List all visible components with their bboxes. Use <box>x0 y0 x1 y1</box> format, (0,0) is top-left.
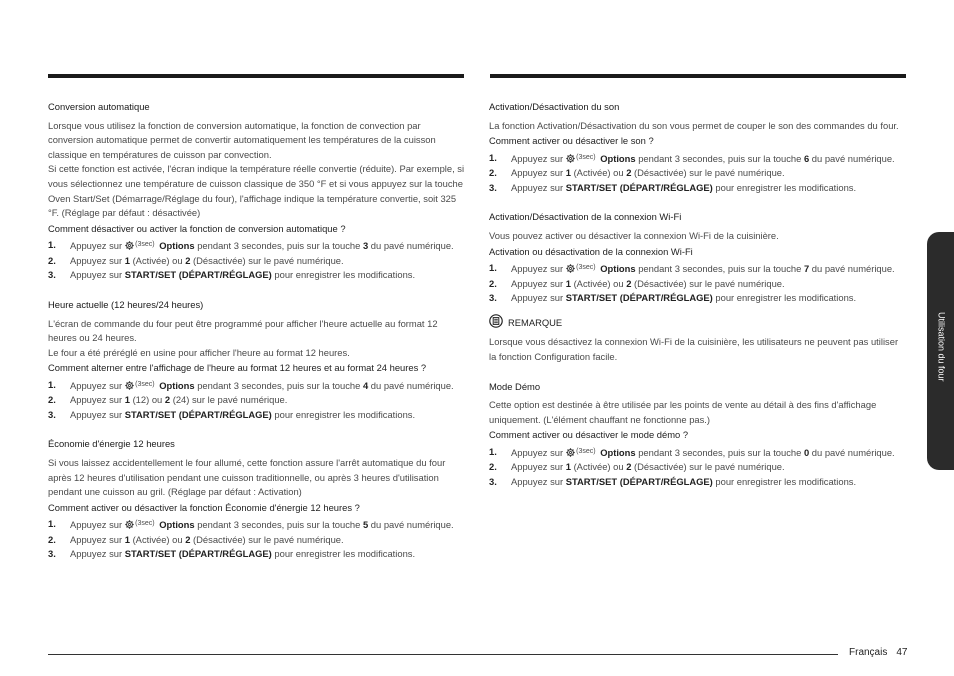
step <box>489 151 907 166</box>
step-number: 1. <box>489 151 497 163</box>
gear-icon: (3sec) <box>566 151 595 166</box>
note-text: Lorsque vous désactivez la connexion Wi-Fi de la cuisinière, les utilisateurs ne peuvent pas utiliser la fonction Configuration facile. <box>489 336 899 362</box>
gear-icon: (3sec) <box>566 445 595 460</box>
step <box>48 268 466 283</box>
step-number: 3. <box>48 269 56 281</box>
step-number: 3. <box>489 181 497 193</box>
step <box>48 393 466 408</box>
step-number: 3. <box>48 548 56 560</box>
step-text: Appuyez sur (3sec) Options pendant 3 secondes, puis sur la touche 5 du pavé numérique. <box>70 519 454 531</box>
note-header <box>489 314 907 333</box>
section-title: Économie d'énergie 12 heures <box>48 438 175 450</box>
question: Comment activer ou désactiver le mode démo ? <box>489 429 689 441</box>
section-heure-actuelle <box>48 296 466 423</box>
step <box>489 445 907 460</box>
section-economie-energie <box>48 435 466 562</box>
right-header-rule <box>490 74 906 78</box>
paragraph: Vous pouvez activer ou désactiver la connexion Wi-Fi de la cuisinière. <box>489 229 779 241</box>
page-number: 47 <box>896 647 908 658</box>
right-column <box>489 98 907 489</box>
step-text: Appuyez sur 1 (Activée) ou 2 (Désactivée) sur le pavé numérique. <box>511 277 785 289</box>
left-column <box>48 98 466 562</box>
step <box>489 460 907 475</box>
step <box>489 261 907 276</box>
step-text: Appuyez sur (3sec) Options pendant 3 secondes, puis sur la touche 4 du pavé numérique. <box>70 379 454 391</box>
question: Comment alterner entre l'affichage de l'heure au format 12 heures et au format 24 heures ? <box>48 362 427 374</box>
section-title: Activation/Désactivation du son <box>489 101 620 112</box>
step <box>489 277 907 292</box>
paragraph: Cette option est destinée à être utilisée par les points de vente au détail à des fins d'affichage uniquement. (L'élément chauffant ne fonctionne pas.) <box>489 399 877 425</box>
step-text: Appuyez sur 1 (Activée) ou 2 (Désactivée) sur le pavé numérique. <box>70 533 344 545</box>
step-text: Appuyez sur (3sec) Options pendant 3 secondes, puis sur la touche 3 du pavé numérique. <box>70 240 454 252</box>
paragraph: Si cette fonction est activée, l'écran indique la température réelle convertie (réduite). Par exemple, si vous sélectionnez une température de cuisson classique de 350 °F et si vous appuyez sur la touche Oven Start/Set (Démarrage/Réglage du four), l'affichage indique la température convertie, soit 325 °F. (Réglage par défaut : désactivée) <box>48 163 465 219</box>
step <box>48 378 466 393</box>
paragraph: L'écran de commande du four peut être programmé pour afficher l'heure actuelle au format 12 heures ou 24 heures. <box>48 317 438 344</box>
paragraph: Lorsque vous utilisez la fonction de conversion automatique, la fonction de convection par conversion automatique permet de convertir automatiquement les températures de la cuisson classique en températures de cuisson par convection. <box>48 119 436 160</box>
question: Comment activer ou désactiver la fonction Économie d'énergie 12 heures ? <box>48 501 360 513</box>
step-number: 1. <box>48 378 56 390</box>
step-number: 1. <box>48 518 56 530</box>
gear-icon: (3sec) <box>125 238 154 253</box>
step <box>489 475 907 490</box>
note-title: REMARQUE <box>508 316 563 328</box>
step-number: 2. <box>489 167 497 179</box>
step-number: 1. <box>489 262 497 274</box>
step-text: Appuyez sur START/SET (DÉPART/RÉGLAGE) pour enregistrer les modifications. <box>70 548 416 560</box>
step <box>48 238 466 253</box>
step-number: 3. <box>489 475 497 487</box>
section-son <box>489 98 907 195</box>
question: Comment désactiver ou activer la fonction de conversion automatique ? <box>48 222 346 234</box>
section-title: Mode Démo <box>489 380 541 392</box>
section-mode-demo <box>489 378 907 490</box>
step <box>48 547 466 562</box>
step-number: 3. <box>48 408 56 420</box>
gear-icon: (3sec) <box>125 517 154 532</box>
step-number: 3. <box>489 292 497 304</box>
section-wifi <box>489 208 907 364</box>
footer-language: Français <box>849 647 888 658</box>
paragraph: La fonction Activation/Désactivation du son vous permet de couper le son des commandes du four. <box>489 119 899 131</box>
chapter-tab-label: Utilisation du four <box>936 312 947 382</box>
step-text: Appuyez sur (3sec) Options pendant 3 secondes, puis sur la touche 6 du pavé numérique. <box>511 152 895 164</box>
left-header-rule <box>48 74 464 78</box>
step <box>48 254 466 269</box>
step-text: Appuyez sur 1 (Activée) ou 2 (Désactivée) sur le pavé numérique. <box>511 167 785 179</box>
question: Comment activer ou désactiver le son ? <box>489 135 654 147</box>
chapter-side-tab <box>927 232 954 470</box>
gear-icon: (3sec) <box>566 261 595 276</box>
step-number: 2. <box>48 533 56 545</box>
step-text: Appuyez sur (3sec) Options pendant 3 secondes, puis sur la touche 7 du pavé numérique. <box>511 262 895 274</box>
section-title: Activation/Désactivation de la connexion Wi-Fi <box>489 211 682 223</box>
footer <box>849 646 907 661</box>
step <box>48 533 466 548</box>
step-text: Appuyez sur START/SET (DÉPART/RÉGLAGE) pour enregistrer les modifications. <box>511 292 857 304</box>
paragraph: Le four a été préréglé en usine pour afficher l'heure au format 12 heures. <box>48 346 350 358</box>
question: Activation ou désactivation de la connexion Wi-Fi <box>489 245 693 257</box>
step-number: 1. <box>48 239 56 251</box>
step <box>489 166 907 181</box>
step <box>489 291 907 306</box>
note-icon <box>489 314 503 333</box>
step <box>489 181 907 196</box>
footer-rule <box>48 654 838 655</box>
step-text: Appuyez sur START/SET (DÉPART/RÉGLAGE) pour enregistrer les modifications. <box>70 408 416 420</box>
step <box>48 517 466 532</box>
step-text: Appuyez sur 1 (Activée) ou 2 (Désactivée) sur le pavé numérique. <box>511 461 785 473</box>
step-text: Appuyez sur START/SET (DÉPART/RÉGLAGE) pour enregistrer les modifications. <box>511 181 857 193</box>
paragraph: Si vous laissez accidentellement le four allumé, cette fonction assure l'arrêt automatique du four après 12 heures d'utilisation pendant une cuisson traditionnelle, ou après 3 heures d'utilisation pendant une cuisson au gril. (Réglage par défaut : Activation) <box>48 457 446 498</box>
step-number: 2. <box>48 254 56 266</box>
step-text: Appuyez sur START/SET (DÉPART/RÉGLAGE) pour enregistrer les modifications. <box>511 475 857 487</box>
step-number: 2. <box>489 277 497 289</box>
step-number: 2. <box>48 394 56 406</box>
step-text: Appuyez sur (3sec) Options pendant 3 secondes, puis sur la touche 0 du pavé numérique. <box>511 446 895 458</box>
section-title: Conversion automatique <box>48 101 150 112</box>
step-number: 1. <box>489 445 497 457</box>
section-title: Heure actuelle (12 heures/24 heures) <box>48 298 204 310</box>
step <box>48 408 466 423</box>
step-number: 2. <box>489 461 497 473</box>
step-text: Appuyez sur START/SET (DÉPART/RÉGLAGE) pour enregistrer les modifications. <box>70 269 416 281</box>
step-text: Appuyez sur 1 (12) ou 2 (24) sur le pavé numérique. <box>70 394 288 406</box>
step-text: Appuyez sur 1 (Activée) ou 2 (Désactivée) sur le pavé numérique. <box>70 254 344 266</box>
gear-icon: (3sec) <box>125 378 154 393</box>
section-conversion-automatique <box>48 98 466 283</box>
